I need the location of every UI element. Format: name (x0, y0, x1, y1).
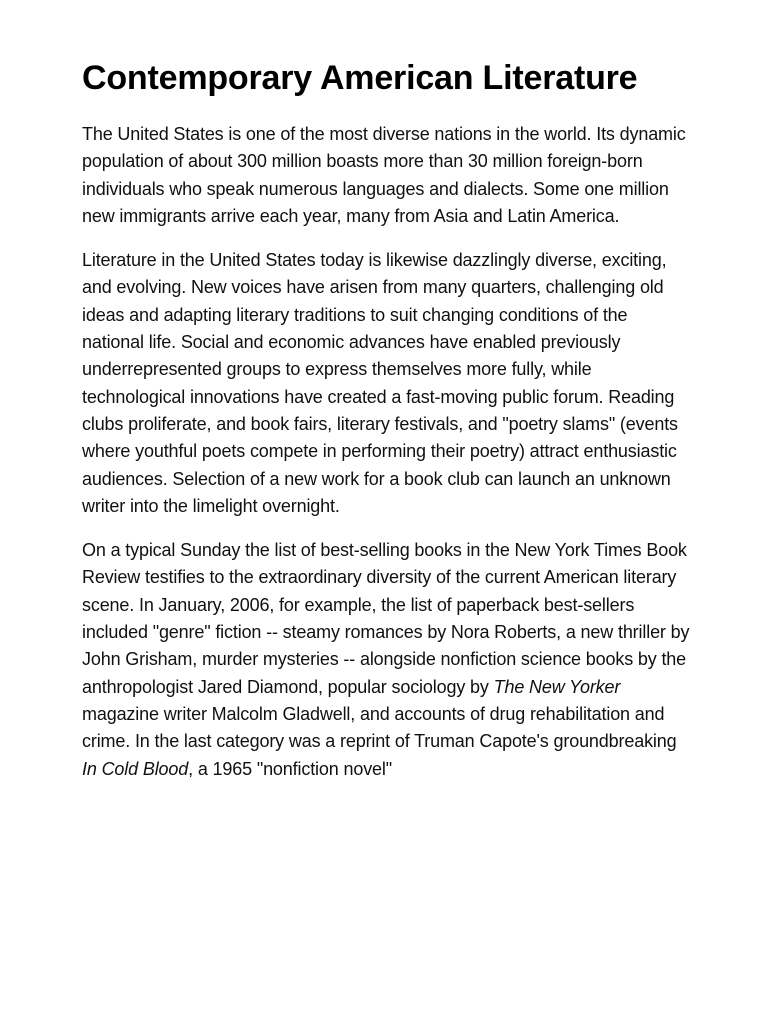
article (82, 56, 694, 800)
paragraph-1: The United States is one of the most diverse nations in the world. Its dynamic population of about 300 million boasts more than 30 million foreign-born individuals who speak numerous languages and dialects. Some one million new immigrants arrive each year, many from Asia and Latin America. (82, 124, 686, 226)
paragraph-3-text-3: , a 1965 "nonfiction novel" (188, 758, 392, 779)
paragraph-3-text-2: magazine writer Malcolm Gladwell, and accounts of drug rehabilitation and crime. In the last category was a reprint of Truman Capote's groundbreaking (82, 703, 677, 752)
italic-publication-title: The New Yorker (493, 676, 621, 697)
paragraph-2: Literature in the United States today is likewise dazzlingly diverse, exciting, and evolving. New voices have arisen from many quarters, challenging old ideas and adapting literary traditions to suit changing conditions of the national life. Social and economic advances have enabled previously underrepresented groups to express themselves more fully, while technological innovations have created a fast-moving public forum. Reading clubs proliferate, and book fairs, literary festivals, and "poetry slams" (events where youthful poets compete in performing their poetry) attract enthusiastic audiences. Selection of a new work for a book club can launch an unknown writer into the limelight overnight. (82, 250, 678, 516)
italic-book-title: In Cold Blood (82, 758, 189, 779)
article-title: Contemporary American Literature (82, 59, 638, 97)
paragraph-3 (82, 537, 694, 783)
paragraph-3-text-1: On a typical Sunday the list of best-selling books in the New York Times Book Review testifies to the extraordinary diversity of the current American literary scene. In January, 2006, for example, the list of paperback best-sellers included "genre" fiction -- steamy romances by Nora Roberts, a new thriller by John Grisham, murder mysteries -- alongside nonfiction science books by the anthropologist Jared Diamond, popular sociology by (82, 540, 690, 697)
